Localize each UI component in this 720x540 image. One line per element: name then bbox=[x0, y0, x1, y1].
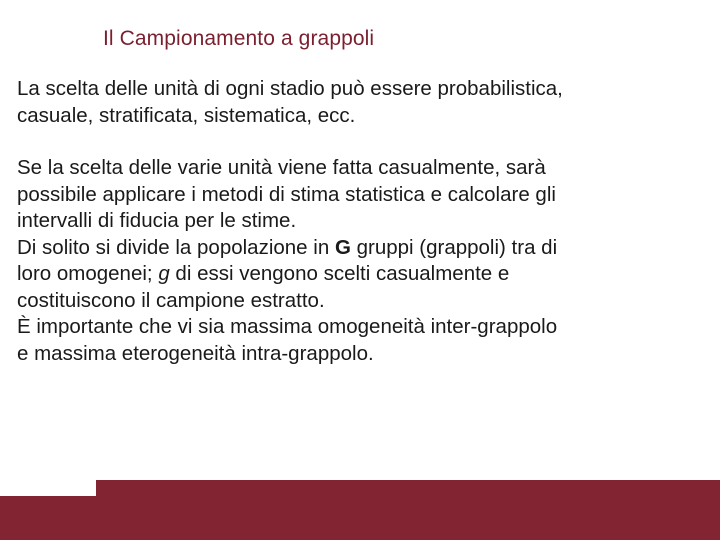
text-line bbox=[17, 261, 707, 288]
footer-bar bbox=[96, 480, 720, 540]
text-line: Se la scelta delle varie unità viene fatta casualmente, sarà bbox=[17, 156, 546, 179]
text-segment: loro omogenei; bbox=[17, 262, 159, 285]
slide-body bbox=[17, 76, 707, 367]
text-line: È importante che vi sia massima omogeneità inter-grappolo bbox=[17, 315, 558, 338]
paragraph-random-selection bbox=[17, 155, 707, 235]
text-line: possibile applicare i metodi di stima statistica e calcolare gli bbox=[17, 182, 556, 206]
paragraph-gap bbox=[17, 129, 707, 155]
paragraph-homogeneity bbox=[17, 314, 707, 367]
bold-variable-G: G bbox=[334, 235, 351, 259]
paragraph-population-division bbox=[17, 235, 707, 315]
text-segment: gruppi (grappoli) tra di bbox=[350, 235, 558, 259]
footer-strip bbox=[0, 496, 96, 540]
text-line: casuale, stratificata, sistematica, ecc. bbox=[17, 103, 356, 127]
paragraph-selection-methods bbox=[17, 76, 707, 129]
text-line: costituiscono il campione estratto. bbox=[17, 288, 325, 312]
text-line: La scelta delle unità di ogni stadio può essere probabilistica, bbox=[17, 77, 563, 100]
text-line: e massima eterogeneità intra-grappolo. bbox=[17, 341, 374, 365]
text-line: intervalli di fiducia per le stime. bbox=[17, 209, 297, 232]
italic-variable-g: g bbox=[158, 262, 170, 285]
slide-title: Il Campionamento a grappoli bbox=[103, 27, 375, 50]
text-segment: di essi vengono scelti casualmente e bbox=[169, 262, 510, 285]
text-line bbox=[17, 235, 707, 262]
text-segment: Di solito si divide la popolazione in bbox=[17, 235, 335, 259]
